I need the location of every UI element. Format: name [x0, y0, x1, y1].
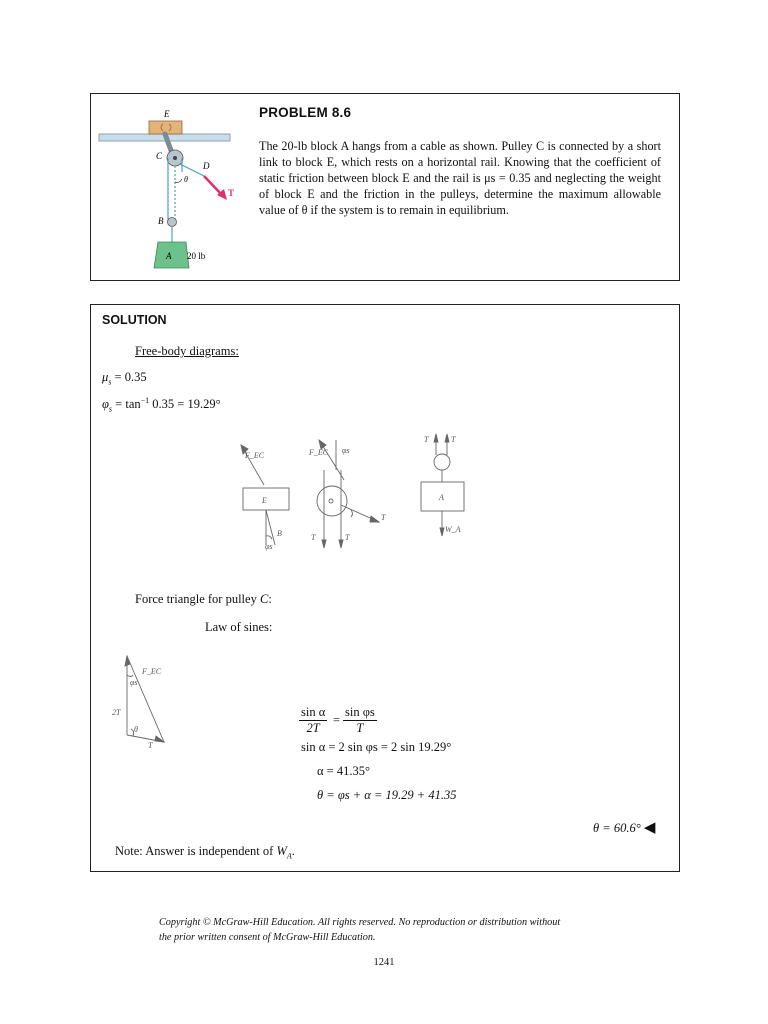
sketch-label-phi-1: φs [265, 542, 273, 551]
copyright-notice [159, 915, 659, 945]
sketch-label-b: B [277, 529, 282, 538]
sketch-label-e: E [262, 496, 267, 505]
final-answer-value: θ = 60.6° [593, 821, 641, 835]
triangle-label-2t: 2T [112, 708, 121, 717]
equation-3: α = 41.35° [317, 764, 370, 778]
block-a [154, 242, 189, 268]
phi-inv-func: tan [125, 397, 141, 412]
pulley-b [168, 218, 177, 227]
problem-title: PROBLEM 8.6 [259, 105, 352, 120]
label-e: E [164, 109, 170, 119]
label-a: A [166, 251, 172, 261]
force-t-arrow [204, 176, 222, 195]
final-answer [593, 818, 655, 837]
force-triangle-sketch [109, 650, 179, 750]
triangle-label-fec: F_EC [142, 667, 162, 676]
eq1-left-fraction [299, 705, 327, 736]
note-text: Note: Answer is independent of [115, 844, 274, 858]
solution-title: SOLUTION [102, 313, 167, 327]
sketch-label-a: A [439, 493, 444, 502]
label-c: C [156, 151, 163, 161]
phi-inv-exp: −1 [140, 396, 150, 405]
answer-marker-icon: ◀ [643, 820, 656, 836]
sketch-label-fec-1: F_EC [245, 451, 265, 460]
phi-s-equation: $\varphi_s = \tan^{-1} 0.35 = 19.29^\circ$ [102, 396, 221, 414]
sketch-label-t-diag: T [381, 513, 386, 522]
fbd-heading: Free-body diagrams: [135, 344, 239, 358]
note-var: W [276, 844, 287, 858]
label-d: D [203, 161, 210, 171]
eq1-num-right: sin φs [345, 705, 375, 719]
note: Note: Answer is independent of $W_A$. [115, 844, 295, 861]
problem-figure [91, 94, 251, 280]
copyright-line-2: the prior written consent of McGraw-Hill Education. [159, 932, 376, 943]
mu-s-equation: $\mu_s = 0.35$ [102, 370, 147, 387]
label-b: B [158, 216, 164, 226]
phi-s-value: 0.35 = 19.29° [152, 397, 221, 412]
sketch-label-t-up-left: T [424, 435, 429, 444]
sketch-label-t-right: T [345, 533, 350, 542]
eq1-right-fraction [343, 705, 377, 736]
page-number: 1241 [373, 957, 395, 968]
eq1-den-right: T [356, 721, 364, 735]
equation-4: θ = φs + α = 19.29 + 41.35 [317, 788, 457, 802]
equation-2: sin α = 2 sin φs = 2 sin 19.29° [301, 740, 452, 754]
eq1-num-left: sin α [301, 705, 326, 719]
problem-box [90, 93, 680, 281]
problem-statement: The 20-lb block A hangs from a cable as shown. Pulley C is connected by a short link to block E, which rests on a horizontal rail. Knowing that the coefficient of static friction between block E and the rail is μs = 0.35 and neglecting the weight of block E and the friction in the pulleys, determine the maximum allowable value of θ if the system is to remain in equilibrium. [259, 139, 661, 217]
mu-s-value: 0.35 [124, 370, 147, 384]
triangle-label-phi: φs [130, 678, 138, 687]
fbd-sketches [231, 430, 531, 555]
sketch-label-t-up-right: T [451, 435, 456, 444]
label-theta: θ [184, 175, 188, 184]
law-of-sines-heading: Law of sines: [205, 620, 273, 634]
force-triangle-label: Force triangle for pulley [135, 592, 257, 606]
label-t: T [228, 188, 235, 198]
copyright-line-1: Copyright © McGraw-Hill Education. All rights reserved. No reproduction or distribution without [159, 917, 561, 928]
triangle-label-t: T [148, 741, 153, 750]
sketch-label-fec-2: F_EC [309, 448, 329, 457]
solution-box [90, 304, 680, 872]
force-triangle-var: C [259, 592, 269, 606]
eq1-equals: = [333, 713, 341, 727]
label-weight: 20 lb [187, 251, 206, 261]
sketch-label-wa: W_A [445, 525, 461, 534]
eq1-den-left: 2T [306, 721, 320, 735]
triangle-label-theta: θ [134, 725, 138, 734]
force-triangle-heading: Force triangle for pulley C: [135, 592, 272, 606]
sketch-label-t-left: T [311, 533, 316, 542]
sketch-label-phi-2: φs [342, 446, 350, 455]
